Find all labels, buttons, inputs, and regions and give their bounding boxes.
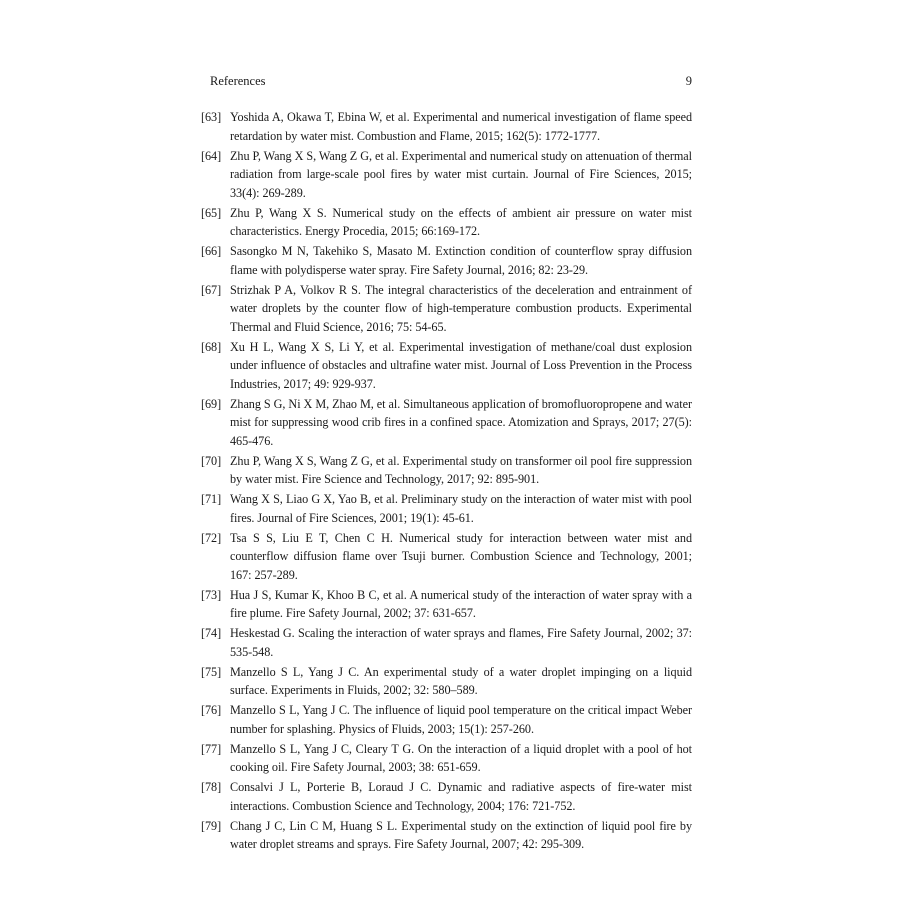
reference-text: Xu H L, Wang X S, Li Y, et al. Experimental investigation of methane/coal dust explosion under influence of obstacles and ultrafine water mist. Journal of Loss Prevention in the Process Industries, 2017; 49: 929-937. (230, 339, 692, 391)
reference-item (201, 778, 692, 815)
reference-item (201, 624, 692, 661)
reference-number: [75] (201, 664, 222, 679)
reference-text: Zhang S G, Ni X M, Zhao M, et al. Simultaneous application of bromofluoropropene and water mist for suppressing wood crib fires in a confined space. Atomization and Sprays, 2017; 27(5): 465-476. (230, 396, 692, 448)
reference-text: Zhu P, Wang X S, Wang Z G, et al. Experimental and numerical study on attenuation of thermal radiation from large-scale pool fires by water mist curtain. Journal of Fire Sciences, 2015; 33(4): 269-289. (230, 148, 692, 200)
reference-number: [77] (201, 741, 222, 756)
reference-number: [79] (201, 818, 222, 833)
page-number: 9 (685, 74, 692, 88)
reference-number: [78] (201, 780, 222, 794)
reference-item (201, 586, 692, 623)
reference-number: [64] (201, 148, 222, 163)
reference-text: Tsa S S, Liu E T, Chen C H. Numerical study for interaction between water mist and counterflow diffusion flame over Tsuji burner. Combustion Science and Technology, 2001; 167: 257-289. (230, 530, 692, 582)
reference-item (201, 242, 692, 279)
reference-number: [74] (201, 626, 222, 640)
reference-number: [65] (201, 205, 222, 220)
reference-item (201, 281, 692, 337)
reference-item (201, 817, 692, 854)
reference-item (201, 395, 692, 451)
reference-number: [72] (201, 530, 222, 545)
reference-text: Yoshida A, Okawa T, Ebina W, et al. Experimental and numerical investigation of flame speed retardation by water mist. Combustion and Flame, 2015; 162(5): 1772-1777. (230, 110, 692, 143)
reference-number: [71] (201, 492, 222, 506)
reference-text: Sasongko M N, Takehiko S, Masato M. Extinction condition of counterflow spray diffusion flame with polydisperse water spray. Fire Safety Journal, 2016; 82: 23-29. (230, 244, 692, 277)
reference-number: [69] (201, 396, 222, 411)
reference-text: Manzello S L, Yang J C, Cleary T G. On the interaction of a liquid droplet with a pool of hot cooking oil. Fire Safety Journal, 2003; 38: 651-659. (230, 741, 692, 774)
reference-number: [70] (201, 453, 222, 468)
reference-item (201, 663, 692, 700)
reference-number: [67] (201, 282, 222, 297)
reference-number: [76] (201, 703, 222, 717)
reference-item (201, 529, 692, 585)
reference-text: Wang X S, Liao G X, Yao B, et al. Preliminary study on the interaction of water mist with pool fires. Journal of Fire Sciences, 2001; 19(1): 45-61. (230, 492, 692, 525)
reference-list (201, 108, 692, 855)
reference-item (201, 452, 692, 489)
reference-item (201, 338, 692, 394)
reference-item (201, 701, 692, 738)
reference-text: Strizhak P A, Volkov R S. The integral characteristics of the deceleration and entrainment of water droplets by the counter flow of high-temperature combustion products. Experimental Thermal and Fluid Science, 2016; 75: 54-65. (230, 282, 692, 334)
reference-item (201, 147, 692, 203)
reference-item (201, 204, 692, 241)
reference-number: [68] (201, 339, 222, 354)
reference-number: [63] (201, 110, 222, 124)
reference-text: Zhu P, Wang X S. Numerical study on the effects of ambient air pressure on water mist characteristics. Energy Procedia, 2015; 66:169-172. (230, 205, 692, 238)
reference-text: Chang J C, Lin C M, Huang S L. Experimental study on the extinction of liquid pool fire by water droplet streams and sprays. Fire Safety Journal, 2007; 42: 295-309. (230, 818, 692, 851)
section-title: References (210, 74, 266, 88)
reference-text: Manzello S L, Yang J C. The influence of liquid pool temperature on the critical impact Weber number for splashing. Physics of Fluids, 2003; 15(1): 257-260. (230, 703, 692, 736)
reference-text: Hua J S, Kumar K, Khoo B C, et al. A numerical study of the interaction of water spray with a fire plume. Fire Safety Journal, 2002; 37: 631-657. (230, 587, 692, 620)
reference-item (201, 108, 692, 145)
reference-text: Heskestad G. Scaling the interaction of water sprays and flames, Fire Safety Journal, 2002; 37: 535-548. (230, 626, 692, 659)
reference-text: Manzello S L, Yang J C. An experimental study of a water droplet impinging on a liquid surface. Experiments in Fluids, 2002; 32: 580–589. (230, 664, 692, 697)
running-header (210, 72, 692, 90)
reference-text: Consalvi J L, Porterie B, Loraud J C. Dynamic and radiative aspects of fire-water mist interactions. Combustion Science and Technology, 2004; 176: 721-752. (230, 780, 692, 813)
reference-number: [66] (201, 244, 222, 258)
reference-number: [73] (201, 587, 222, 602)
reference-text: Zhu P, Wang X S, Wang Z G, et al. Experimental study on transformer oil pool fire suppression by water mist. Fire Science and Technology, 2017; 92: 895-901. (230, 453, 692, 486)
reference-item (201, 490, 692, 527)
reference-item (201, 740, 692, 777)
